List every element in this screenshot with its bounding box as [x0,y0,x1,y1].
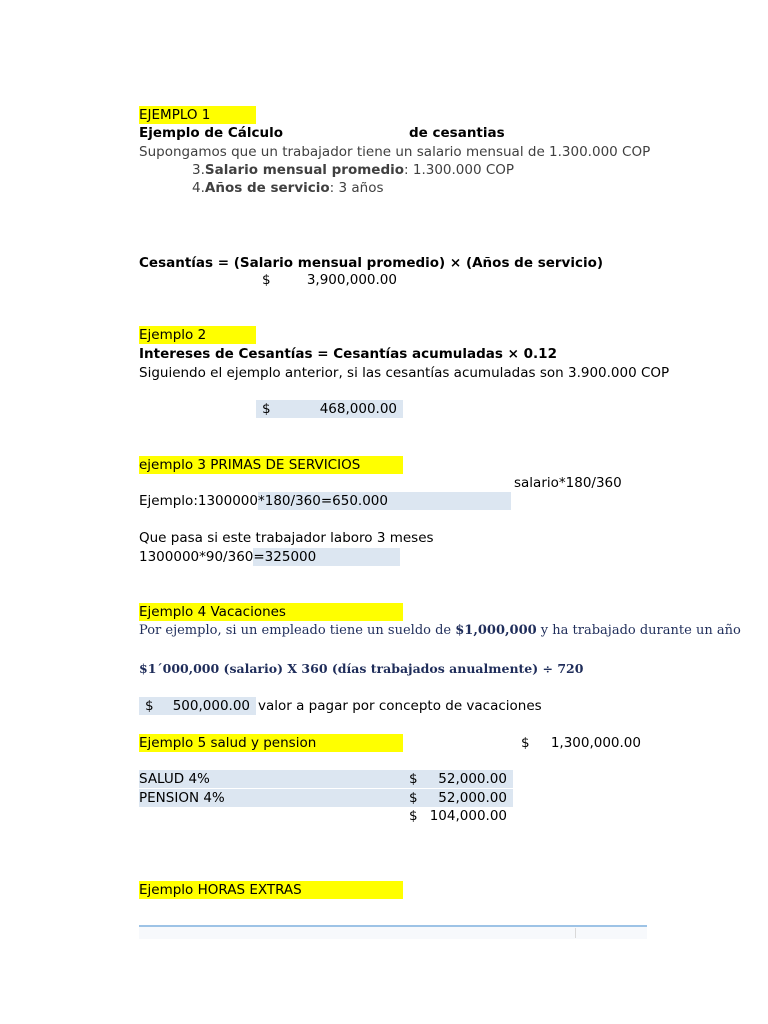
example-3-example-right: *180/360=650.000 [258,492,511,510]
currency-symbol: $ [409,808,418,824]
spreadsheet-print-area [139,0,741,1024]
deduction-total [403,807,513,825]
item-3-value: : 1.300.000 COP [404,162,515,178]
example-4-text-amount: $1,000,000 [455,623,537,638]
example-1-result [256,271,403,289]
example-4-text-pre: Por ejemplo, si un empleado tiene un sueldo de [139,623,456,638]
deduction-value: 52,000.00 [438,790,507,806]
example-3-calc [139,548,400,566]
example-1-formula: Cesantías = (Salario mensual promedio) × (Años de servicio) [139,255,604,271]
example-1-intro: Supongamos que un trabajador tiene un salario mensual de 1.300.000 COP [139,144,651,160]
item-3-label: Salario mensual promedio [204,162,405,178]
deduction-amount [403,770,513,788]
example-3-example [139,492,513,510]
currency-symbol: $ [262,272,271,288]
example-4-formula: $1´000,000 (salario) X 360 (días trabajados anualmente) ÷ 720 [139,661,584,676]
example-2-result [256,400,403,418]
example-4-result-note: valor a pagar por concepto de vacaciones [258,698,542,714]
cell-divider [575,928,576,938]
example-4-text-post: y ha trabajado durante un año [536,623,741,638]
table-border-line [139,925,647,927]
item-4-label: Años de servicio [204,180,330,196]
deduction-label: PENSION 4% [139,790,225,806]
example-2-formula: Intereses de Cesantías = Cesantías acumuladas × 0.12 [139,346,557,362]
example-6-tag: Ejemplo HORAS EXTRAS [139,881,403,899]
example-5-salary [515,734,647,752]
currency-symbol: $ [521,735,530,751]
currency-symbol: $ [262,401,271,417]
item-4-value: : 3 años [329,180,384,196]
example-4-result [139,697,256,715]
example-3-calc-left: 1300000*90/360 [139,549,254,565]
example-2-tag: Ejemplo 2 [139,326,256,344]
cut-off-row [139,927,647,939]
example-3-formula-note: salario*180/360 [514,475,622,491]
deduction-label: SALUD 4% [139,771,210,787]
example-3-example-left: Ejemplo:1300000 [139,493,258,509]
example-3-tag: ejemplo 3 PRIMAS DE SERVICIOS [139,456,403,474]
deduction-value: 52,000.00 [438,771,507,787]
example-1-title-left: Ejemplo de Cálculo [139,125,284,141]
example-3-question: Que pasa si este trabajador laboro 3 meses [139,530,434,546]
example-3-calc-right: =325000 [253,548,400,566]
item-4-number: 4. [192,180,205,196]
item-3-number: 3. [192,162,205,178]
currency-symbol: $ [409,790,418,806]
result-value: 3,900,000.00 [306,272,397,288]
result-value: 468,000.00 [319,401,397,417]
example-1-title-right: de cesantias [409,125,505,141]
example-1-tag: EJEMPLO 1 [139,106,256,124]
currency-symbol: $ [145,698,154,714]
total-value: 104,000.00 [429,808,507,824]
example-4-tag: Ejemplo 4 Vacaciones [139,603,403,621]
example-5-tag: Ejemplo 5 salud y pension [139,734,403,752]
example-2-text: Siguiendo el ejemplo anterior, si las cesantías acumuladas son 3.900.000 COP [139,365,670,381]
salary-value: 1,300,000.00 [550,735,641,751]
deduction-amount [403,789,513,807]
example-1-item-3 [192,161,514,179]
currency-symbol: $ [409,771,418,787]
result-value: 500,000.00 [172,698,250,714]
example-4-text [139,622,741,640]
example-1-item-4 [192,179,384,197]
